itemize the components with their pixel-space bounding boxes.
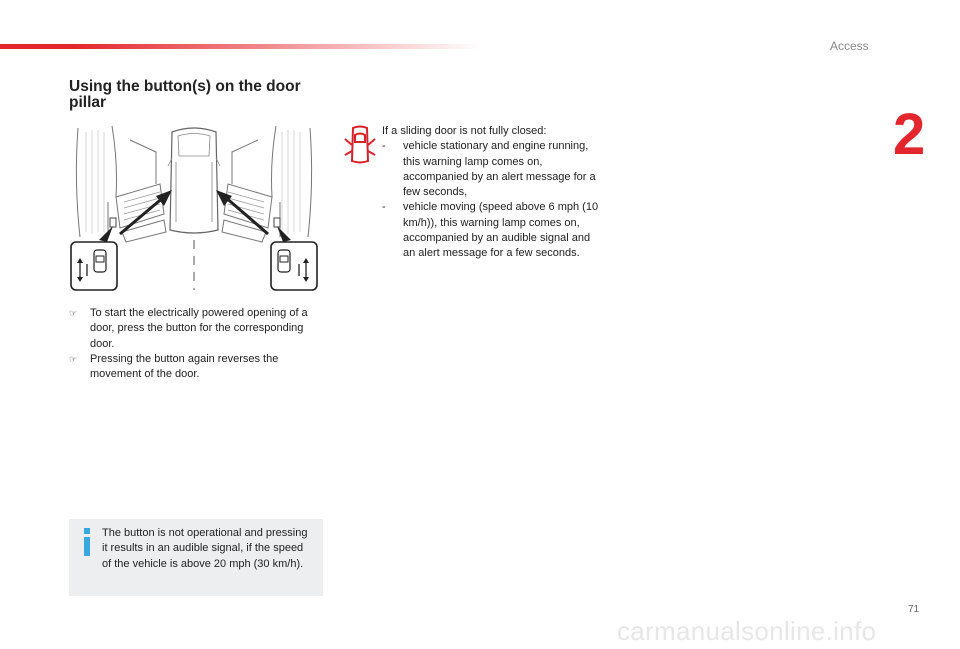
instructions-list bbox=[69, 306, 319, 382]
warning-item-text: vehicle stationary and engine running, this warning lamp comes on, accompanied by an alert message for a few seconds, bbox=[403, 140, 596, 199]
chapter-number: 2 bbox=[893, 102, 926, 167]
warning-item-text: vehicle moving (speed above 6 mph (10 km/h)), this warning lamp comes on, accompanied by an audible signal and an alert message for a few seconds. bbox=[403, 201, 599, 260]
instruction-text: To start the electrically powered opening of a door, press the button for the corresponding door. bbox=[90, 307, 308, 350]
left-door-button-callout bbox=[71, 242, 117, 290]
info-icon bbox=[80, 528, 94, 556]
section-title: Access bbox=[830, 39, 869, 53]
info-note-box bbox=[69, 519, 323, 596]
info-note-text: The button is not operational and pressing it results in an audible signal, if the speed of the vehicle is above 20 mph (30 km/h). bbox=[102, 527, 308, 570]
vehicle-illustration bbox=[68, 122, 320, 294]
right-door-button-callout bbox=[271, 242, 317, 290]
heading-line-1: Using the button(s) on the door bbox=[69, 78, 301, 95]
pointing-finger-icon: ☞ bbox=[69, 353, 78, 364]
instruction-text: Pressing the button again reverses the movement of the door. bbox=[90, 352, 279, 381]
warning-intro: If a sliding door is not fully closed: bbox=[382, 125, 547, 137]
door-open-warning-lamp-icon bbox=[343, 125, 377, 165]
page-heading bbox=[69, 79, 329, 111]
pointing-finger-icon: ☞ bbox=[69, 308, 78, 318]
heading-line-2: pillar bbox=[69, 94, 107, 111]
warning-item: - vehicle stationary and engine running, this warning lamp comes on, accompanied by an alert message for a few seconds, bbox=[382, 140, 596, 199]
warning-description bbox=[382, 124, 602, 262]
warning-item: - vehicle moving (speed above 6 mph (10 km/h)), this warning lamp comes on, accompanied by an audible signal and an alert message for a few seconds. bbox=[382, 201, 599, 260]
page-number: 71 bbox=[908, 604, 920, 615]
instruction-item bbox=[69, 306, 319, 352]
watermark: carmanualsonline.info bbox=[617, 616, 877, 646]
header-accent-bar bbox=[0, 44, 480, 49]
instruction-item bbox=[69, 352, 319, 383]
